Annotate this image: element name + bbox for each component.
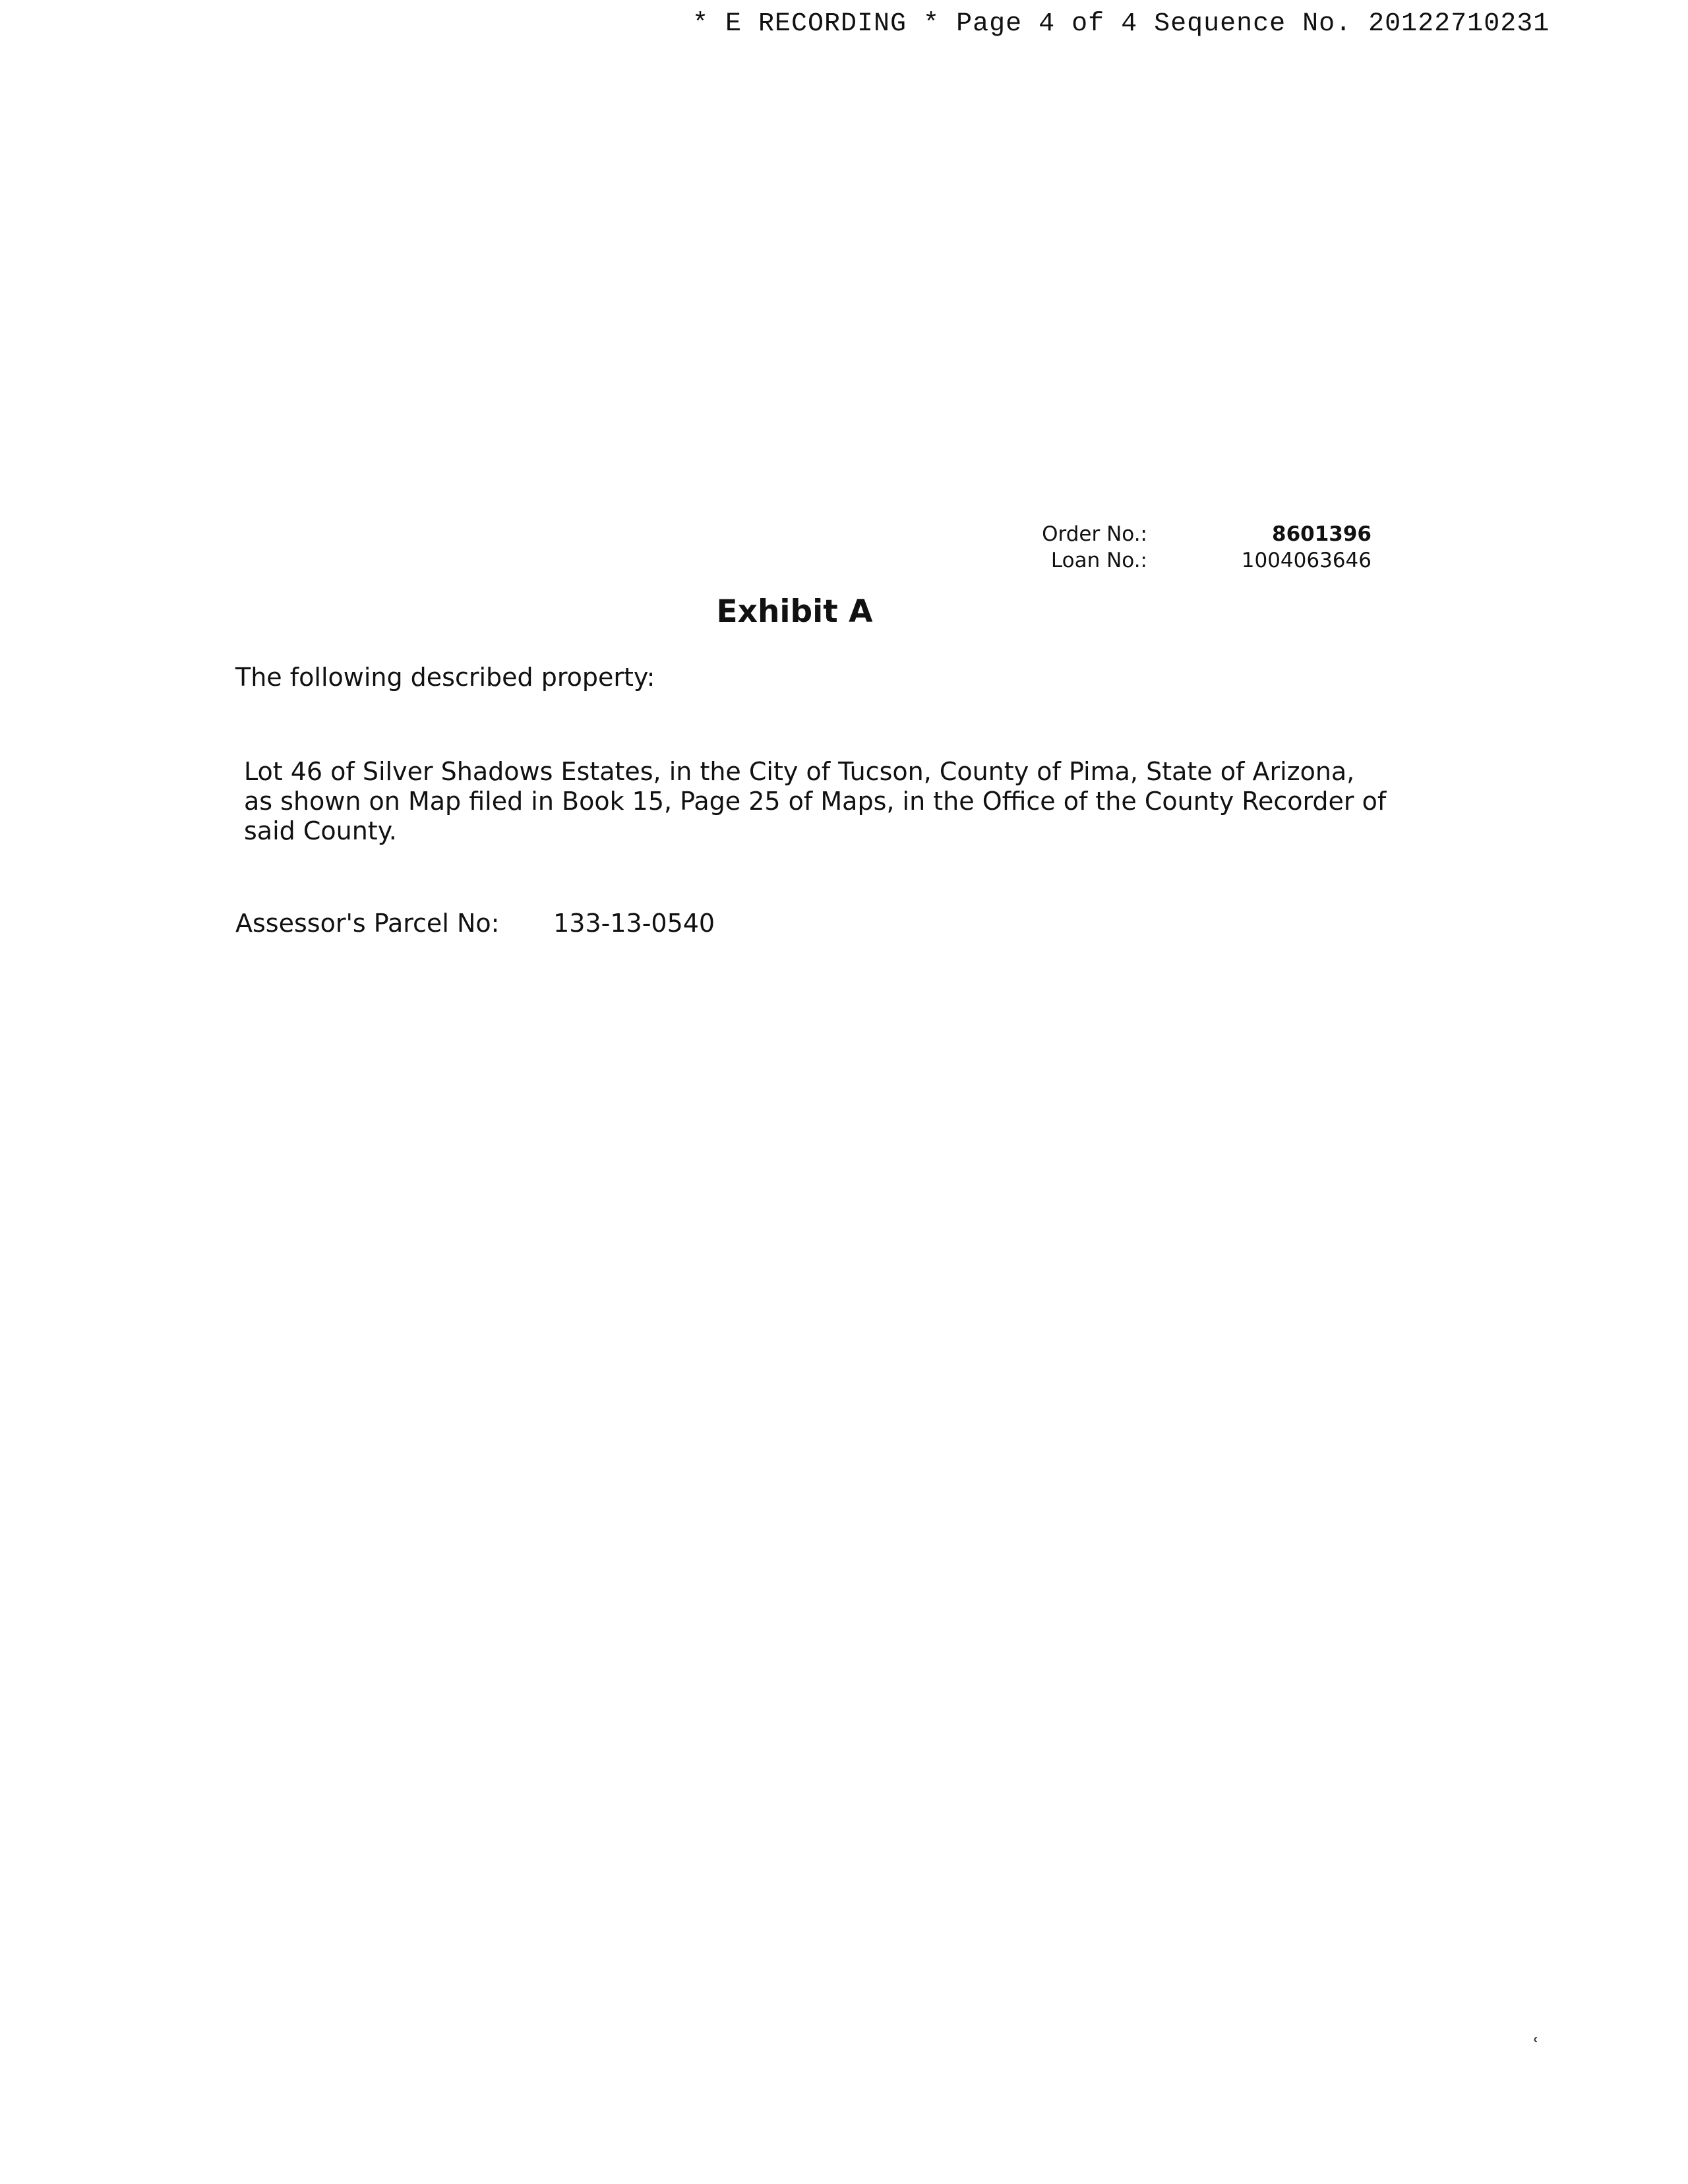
legal-description-line: Lot 46 of Silver Shadows Estates, in the City of Tucson, County of Pima, State of Arizona,	[244, 757, 1355, 786]
loan-number-row	[989, 547, 1372, 574]
order-number-value: 8601396	[1272, 522, 1372, 546]
order-number-label: Order No.:	[1042, 522, 1147, 546]
legal-description-line: said County.	[244, 816, 397, 845]
assessor-parcel-value: 133-13-0540	[553, 909, 715, 938]
legal-description-line: as shown on Map filed in Book 15, Page 25 of Maps, in the Office of the County Recorder of	[244, 787, 1387, 816]
loan-number-value: 1004063646	[1241, 549, 1372, 572]
margin-mark: ʿ	[1533, 2034, 1540, 2057]
assessor-parcel-label: Assessor's Parcel No:	[235, 909, 500, 938]
recording-header: * E RECORDING * Page 4 of 4 Sequence No. 20122710231	[692, 9, 1550, 39]
loan-number-label: Loan No.:	[1050, 549, 1147, 572]
assessor-parcel-row	[235, 909, 715, 938]
legal-description	[244, 757, 1387, 846]
order-number-row	[989, 521, 1372, 547]
exhibit-title: Exhibit A	[716, 593, 873, 630]
intro-text: The following described property:	[235, 663, 655, 692]
order-info-block	[989, 521, 1372, 574]
